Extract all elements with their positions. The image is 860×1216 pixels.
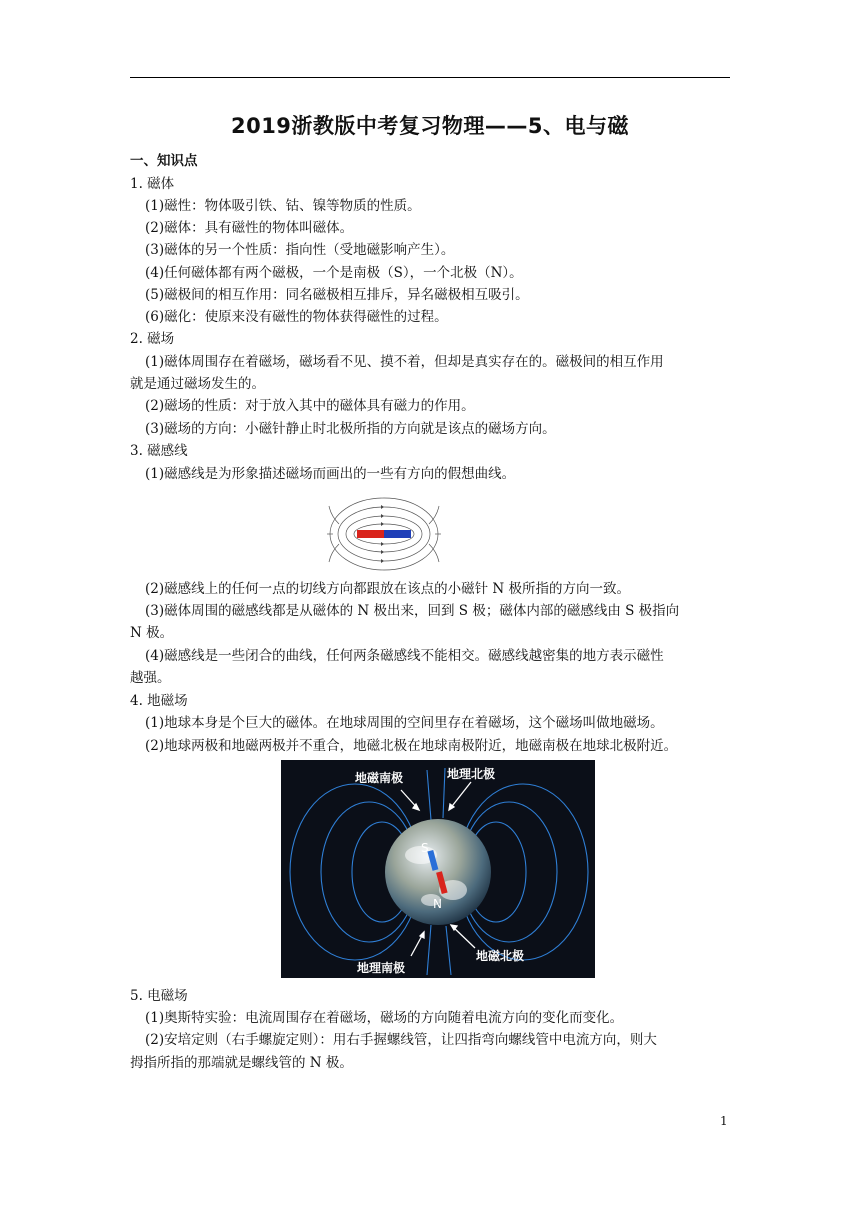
paragraph-continuation: 越强。 <box>130 670 171 686</box>
paragraph: (1)磁体周围存在着磁场，磁场看不见、摸不着，但却是真实存在的。磁极间的相互作用 <box>145 354 664 370</box>
label-geographic-south: 地理南极 <box>357 961 406 975</box>
paragraph: (3)磁场的方向：小磁针静止时北极所指的方向就是该点的磁场方向。 <box>145 421 556 437</box>
paragraph: (1)奥斯特实验：电流周围存在着磁场，磁场的方向随着电流方向的变化而变化。 <box>145 1010 624 1026</box>
label-geomagnetic-north: 地磁北极 <box>476 949 525 963</box>
header-rule <box>130 77 730 78</box>
paragraph: (1)地球本身是个巨大的磁体。在地球周围的空间里存在着磁场，这个磁场叫做地磁场。 <box>145 715 664 731</box>
page-title: 2019浙教版中考复习物理——5、电与磁 <box>230 114 630 138</box>
heading-geomagnetic-field: 4. 地磁场 <box>130 693 188 709</box>
heading-field-lines: 3. 磁感线 <box>130 443 188 459</box>
paragraph-continuation: 拇指所指的那端就是螺线管的 N 极。 <box>130 1055 353 1071</box>
paragraph-continuation: 就是通过磁场发生的。 <box>130 376 265 392</box>
paragraph: (5)磁极间的相互作用：同名磁极相互排斥，异名磁极相互吸引。 <box>145 287 529 303</box>
heading-electromagnetism: 5. 电磁场 <box>130 988 188 1004</box>
paragraph: (3)磁体周围的磁感线都是从磁体的 N 极出来，回到 S 极；磁体内部的磁感线由 S 极指向 <box>145 603 680 619</box>
paragraph-continuation: N 极。 <box>130 625 174 641</box>
paragraph: (2)磁感线上的任何一点的切线方向都跟放在该点的小磁针 N 极所指的方向一致。 <box>145 581 631 597</box>
bar-magnet-field-figure <box>325 494 443 574</box>
paragraph: (2)磁场的性质：对于放入其中的磁体具有磁力的作用。 <box>145 398 475 414</box>
label-geographic-north: 地理北极 <box>447 767 496 781</box>
paragraph: (3)磁体的另一个性质：指向性（受地磁影响产生）。 <box>145 242 455 258</box>
paragraph: (1)磁性：物体吸引铁、钴、镍等物质的性质。 <box>145 198 421 214</box>
earth-magnetic-field-figure <box>281 760 595 978</box>
needle-n-label: N <box>433 897 442 911</box>
paragraph: (2)安培定则（右手螺旋定则）：用右手握螺线管，让四指弯向螺线管中电流方向，则大 <box>145 1032 657 1048</box>
label-geomagnetic-south: 地磁南极 <box>355 771 404 785</box>
magnet-south-half <box>384 530 411 538</box>
paragraph: (2)地球两极和地磁两极并不重合，地磁北极在地球南极附近，地磁南极在地球北极附近。 <box>145 738 678 754</box>
paragraph: (2)磁体：具有磁性的物体叫磁体。 <box>145 220 354 236</box>
paragraph: (1)磁感线是为形象描述磁场而画出的一些有方向的假想曲线。 <box>145 466 516 482</box>
paragraph: (6)磁化：使原来没有磁性的物体获得磁性的过程。 <box>145 309 448 325</box>
section-heading: 一、知识点 <box>130 153 198 169</box>
heading-magnet: 1. 磁体 <box>130 176 175 192</box>
paragraph: (4)任何磁体都有两个磁极，一个是南极（S），一个北极（N）。 <box>145 265 523 281</box>
heading-magnetic-field: 2. 磁场 <box>130 331 175 347</box>
magnet-north-half <box>357 530 384 538</box>
needle-s-label: S <box>421 841 429 855</box>
page-number: 1 <box>720 1114 728 1128</box>
paragraph: (4)磁感线是一些闭合的曲线，任何两条磁感线不能相交。磁感线越密集的地方表示磁性 <box>145 648 664 664</box>
